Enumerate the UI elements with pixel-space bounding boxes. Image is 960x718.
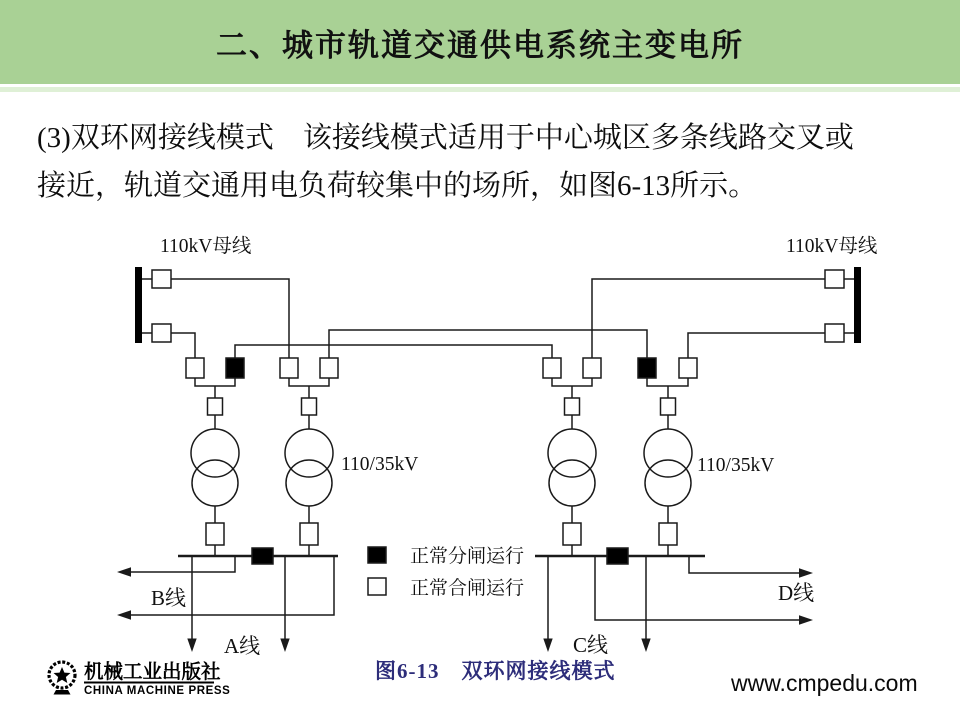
legend-closed-symbol [368, 578, 386, 595]
star-icon [54, 667, 71, 683]
breaker-closed-t2-hv [302, 398, 317, 415]
left-110kv-busbar [135, 267, 142, 343]
publisher-name-cn: 机械工业出版社 [84, 662, 221, 683]
arrow-left-icon [117, 567, 131, 576]
publisher-name-en: CHINA MACHINE PRESS [84, 685, 231, 697]
feeder-a-lines [192, 556, 285, 639]
feeder-c-lines [548, 556, 646, 639]
junction-g4 [647, 378, 688, 398]
body-line-2: 接近，轨道交通用电负荷较集中的场所，如图6-13所示。 [37, 170, 758, 202]
breaker-closed-t3-lv [563, 523, 581, 545]
breaker-closed-left-bottom [152, 324, 171, 342]
legend-open-symbol [368, 547, 386, 563]
breaker-closed-right-top [825, 270, 844, 288]
breaker-closed-left-top [152, 270, 171, 288]
line-b-label: B线 [151, 586, 187, 610]
ring-link-upper [329, 330, 647, 358]
feeder-b1-line [130, 556, 235, 572]
breaker-closed-g3-right [583, 358, 601, 378]
transformer-lv-leads [215, 506, 668, 523]
legend-closed-label: 正常合闸运行 [410, 578, 525, 599]
junction-g1 [195, 378, 235, 398]
feeder-d1-line [689, 556, 799, 573]
busbar-stub-lines [142, 279, 854, 333]
logo-base-shape [54, 690, 71, 695]
breaker-open-g1-right [226, 358, 244, 378]
website-url: www.cmpedu.com [731, 670, 918, 696]
breaker-closed-g3-left [543, 358, 561, 378]
bus-label-right: 110kV母线 [786, 236, 878, 257]
transformer-hv-leads [215, 415, 668, 429]
transformer-2-icon [285, 429, 333, 506]
right-bottom-feed-line [688, 333, 825, 358]
feeder-d2-line [595, 556, 799, 620]
breaker-closed-g2-left [280, 358, 298, 378]
figure-caption: 图6-13 双环网接线模式 [375, 659, 616, 683]
breaker-open-left-bus-tie [252, 548, 273, 564]
transformer-1-icon [191, 429, 239, 506]
breaker-closed-right-bottom [825, 324, 844, 342]
page-title: 二、城市轨道交通供电系统主变电所 [216, 27, 744, 63]
arrow-down-icon [543, 639, 552, 653]
breaker-open-g4-left [638, 358, 656, 378]
line-c-label: C线 [573, 633, 609, 657]
breaker-closed-t1-lv [206, 523, 224, 545]
transformer-3-icon [548, 429, 596, 506]
transformer-rating-left: 110/35kV [341, 454, 419, 475]
line-d-label: D线 [778, 581, 815, 605]
junction-g3 [552, 378, 592, 398]
breaker-closed-t1-hv [208, 398, 223, 415]
breaker-closed-t2-lv [300, 523, 318, 545]
arrow-right-icon [799, 615, 813, 624]
bus-label-left: 110kV母线 [160, 236, 252, 257]
breaker-closed-g2-right [320, 358, 338, 378]
transformer-4-icon [644, 429, 692, 506]
ring-link-lower [235, 345, 552, 358]
left-top-feed-line [171, 279, 289, 358]
arrow-down-icon [641, 639, 650, 653]
line-a-label: A线 [224, 634, 261, 658]
breaker-closed-g1-left [186, 358, 204, 378]
arrow-down-icon [280, 639, 289, 653]
arrow-right-icon [799, 568, 813, 577]
right-top-feed-line [592, 279, 825, 358]
breaker-closed-t4-lv [659, 523, 677, 545]
publisher-logo [49, 660, 230, 697]
breaker-closed-g4-right [679, 358, 697, 378]
transformer-rating-right: 110/35kV [697, 455, 775, 476]
arrow-down-icon [187, 639, 196, 653]
breaker-open-right-bus-tie [607, 548, 628, 564]
junction-g2 [289, 378, 329, 398]
left-bottom-feed-line [171, 333, 195, 358]
right-110kv-busbar [854, 267, 861, 343]
body-line-1: (3)双环网接线模式 该接线模式适用于中心城区多条线路交叉或 [37, 122, 854, 154]
breaker-closed-t3-hv [565, 398, 580, 415]
breaker-closed-t4-hv [661, 398, 676, 415]
arrow-left-icon [117, 610, 131, 619]
legend-open-label: 正常分闸运行 [410, 546, 525, 567]
